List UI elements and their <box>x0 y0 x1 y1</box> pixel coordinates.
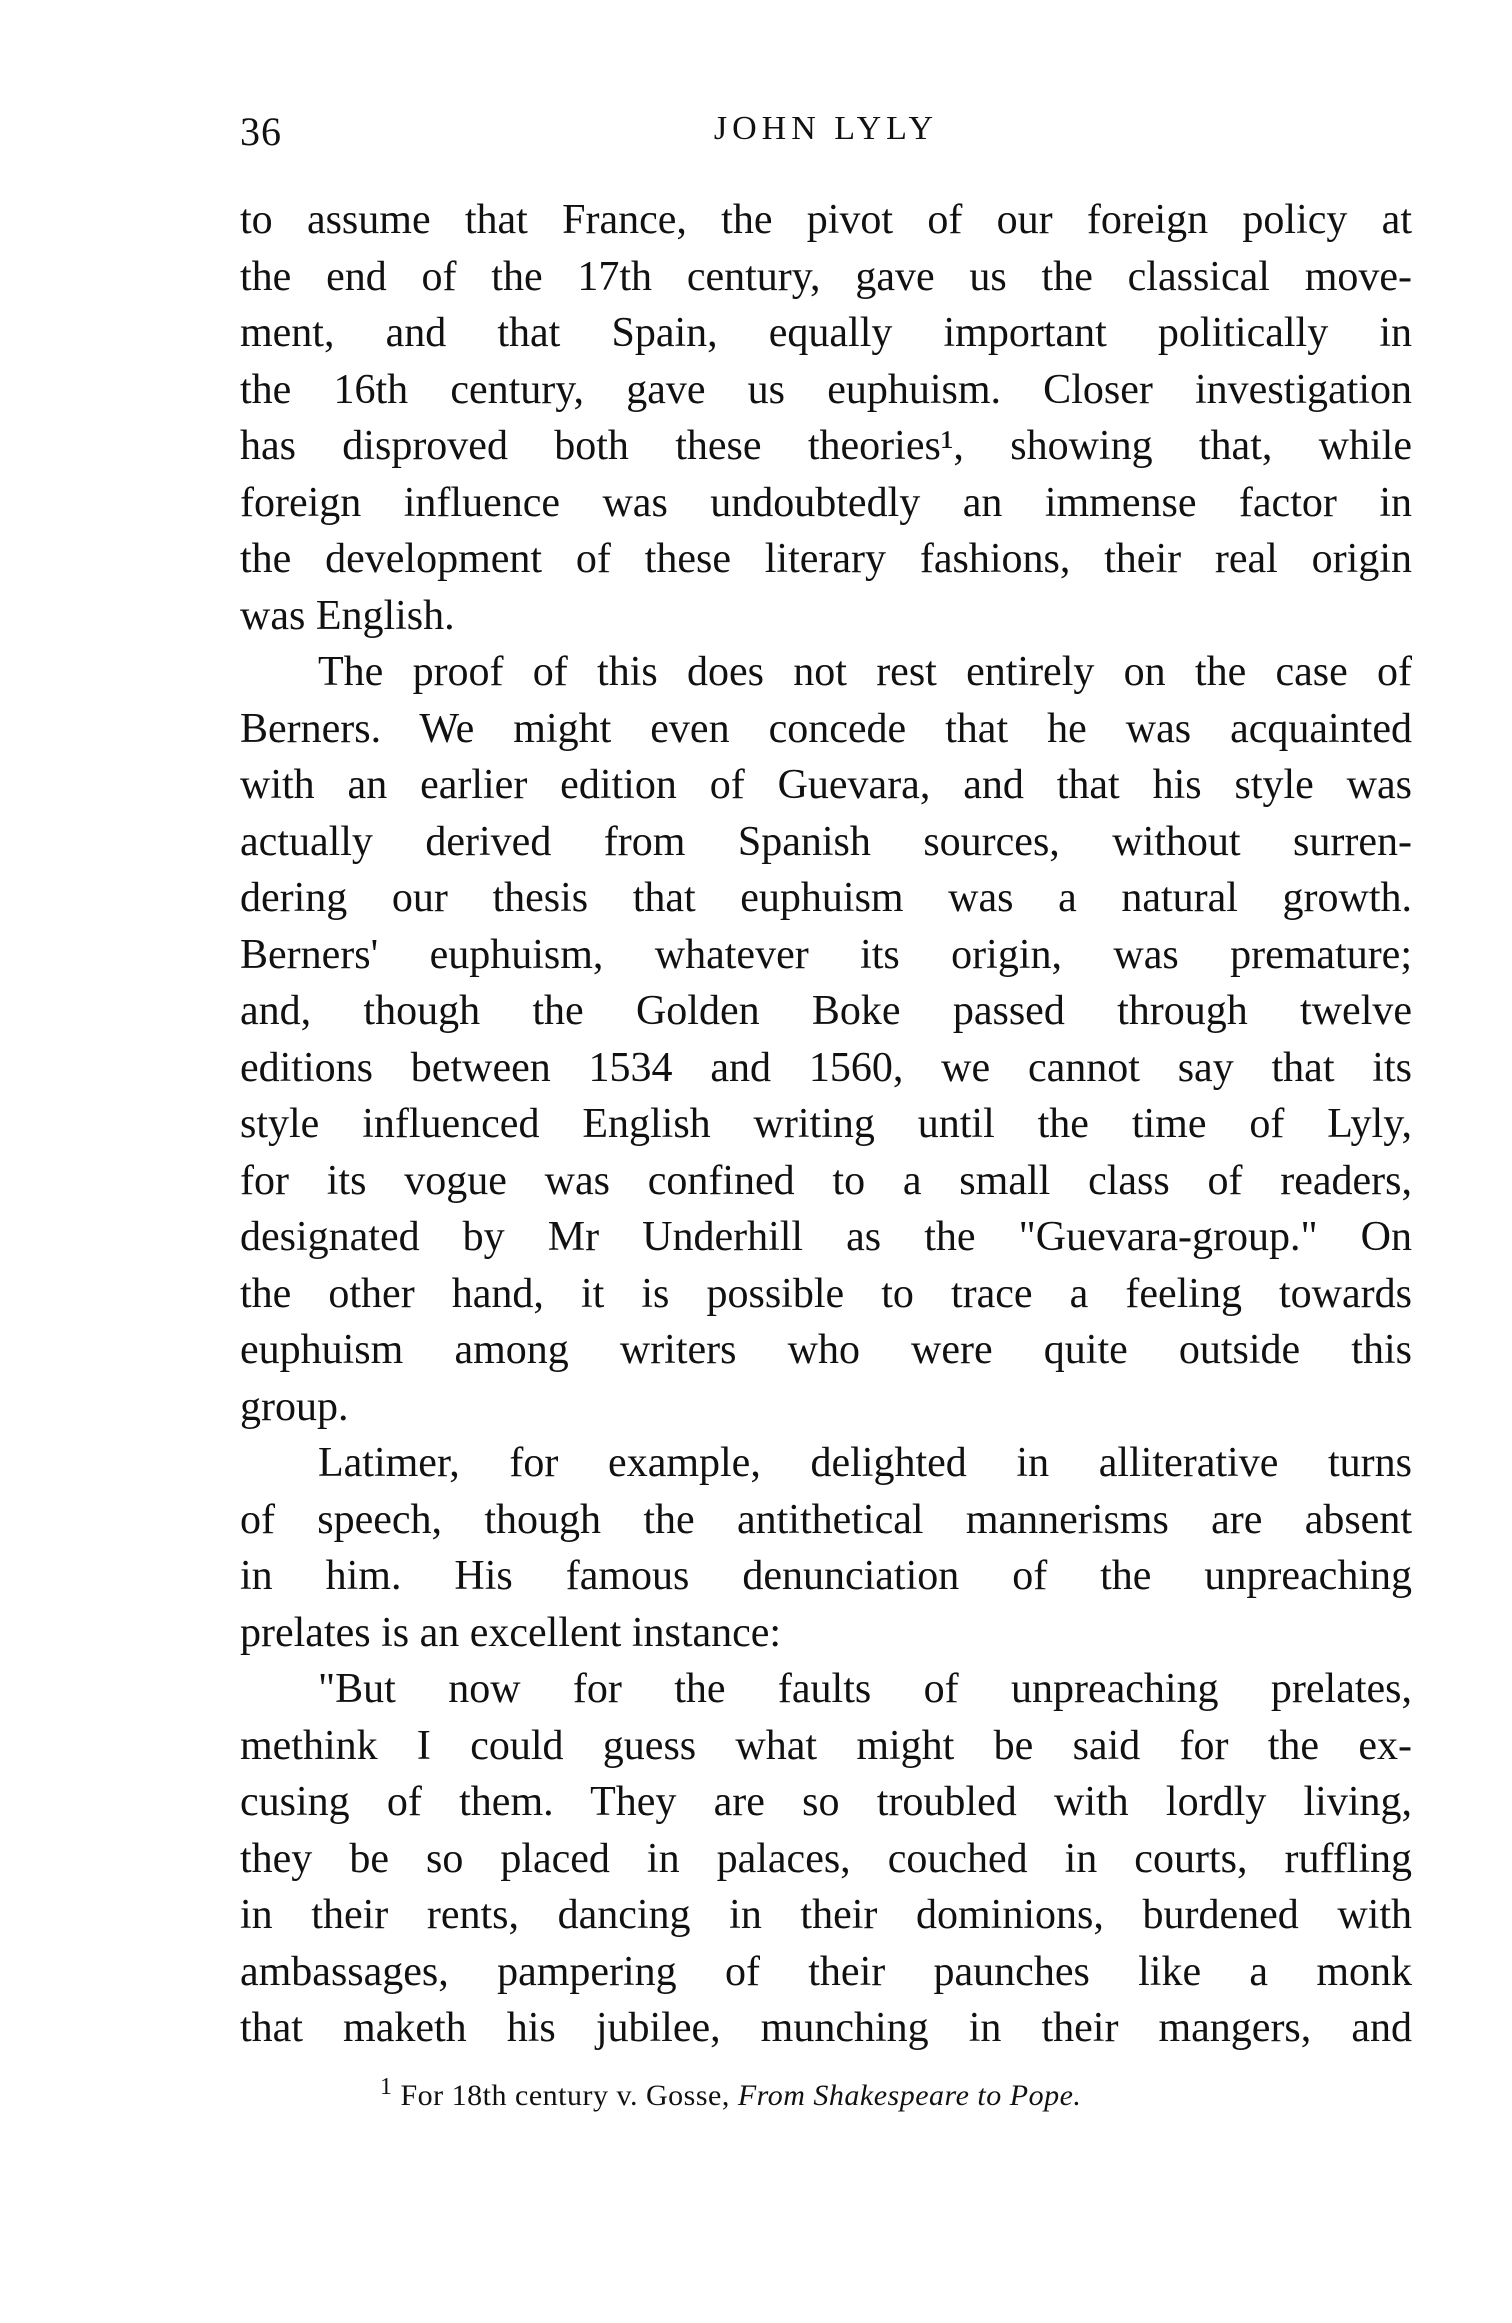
text-line: editions between 1534 and 1560, we cannot say that its <box>240 1044 1412 1091</box>
text-line: foreign influence was undoubtedly an immense factor in <box>240 479 1412 526</box>
text-line: with an earlier edition of Guevara, and that his style was <box>240 762 1412 808</box>
quote-line: in their rents, dancing in their dominions, burdened with <box>240 1892 1412 1938</box>
quote-line: ambassages, pampering of their paunches like a monk <box>240 1948 1412 1995</box>
quote-line: "But now for the faults of unpreaching prelates, <box>318 1666 1412 1712</box>
footnote-text: For 18th century v. Gosse, <box>400 2078 730 2112</box>
text-line: and, though the Golden Boke passed through twelve <box>240 988 1412 1034</box>
text-line: the 16th century, gave us euphuism. Closer investigation <box>240 366 1412 413</box>
footnote <box>240 2073 1412 2113</box>
text-line: the development of these literary fashions, their real origin <box>240 536 1412 582</box>
text-line: the other hand, it is possible to trace a feeling towards <box>240 1270 1412 1317</box>
text-line: prelates is an excellent instance: <box>240 1609 782 1656</box>
text-line: the end of the 17th century, gave us the classical move- <box>240 253 1412 300</box>
quote-line: that maketh his jubilee, munching in their mangers, and <box>240 2005 1412 2051</box>
text-line: Berners. We might even concede that he was acquainted <box>240 705 1412 752</box>
page-number: 36 <box>240 109 282 154</box>
text-line: style influenced English writing until the time of Lyly, <box>240 1101 1412 1147</box>
text-line: group. <box>240 1383 349 1430</box>
text-line: actually derived from Spanish sources, without surren- <box>240 818 1412 865</box>
text-line: The proof of this does not rest entirely on the case of <box>318 649 1412 695</box>
text-line: was English. <box>240 592 455 639</box>
text-line: ment, and that Spain, equally important politically in <box>240 310 1412 356</box>
text-line: has disproved both these theories¹, showing that, while <box>240 423 1412 469</box>
page-header <box>240 100 1412 162</box>
text-line: to assume that France, the pivot of our foreign policy at <box>240 197 1412 243</box>
quote-line: they be so placed in palaces, couched in courts, ruffling <box>240 1835 1412 1882</box>
text-line: dering our thesis that euphuism was a natural growth. <box>240 875 1412 921</box>
footnote-marker: 1 <box>380 2073 393 2100</box>
quote-line: cusing of them. They are so troubled with lordly living, <box>240 1779 1412 1825</box>
text-line: euphuism among writers who were quite outside this <box>240 1327 1412 1373</box>
book-page <box>240 100 1412 2113</box>
text-line: Latimer, for example, delighted in alliterative turns <box>318 1440 1412 1486</box>
footnote-title: From Shakespeare to Pope. <box>737 2078 1082 2112</box>
text-line: designated by Mr Underhill as the "Guevara-group." On <box>240 1214 1412 1260</box>
body-text <box>240 192 1412 2057</box>
text-line: of speech, though the antithetical mannerisms are absent <box>240 1496 1412 1543</box>
quote-line: methink I could guess what might be said for the ex- <box>240 1722 1412 1769</box>
text-line: for its vogue was confined to a small class of readers, <box>240 1157 1412 1204</box>
text-line: Berners' euphuism, whatever its origin, was premature; <box>240 931 1412 978</box>
text-line: in him. His famous denunciation of the unpreaching <box>240 1553 1412 1599</box>
running-head: JOHN LYLY <box>713 110 939 147</box>
